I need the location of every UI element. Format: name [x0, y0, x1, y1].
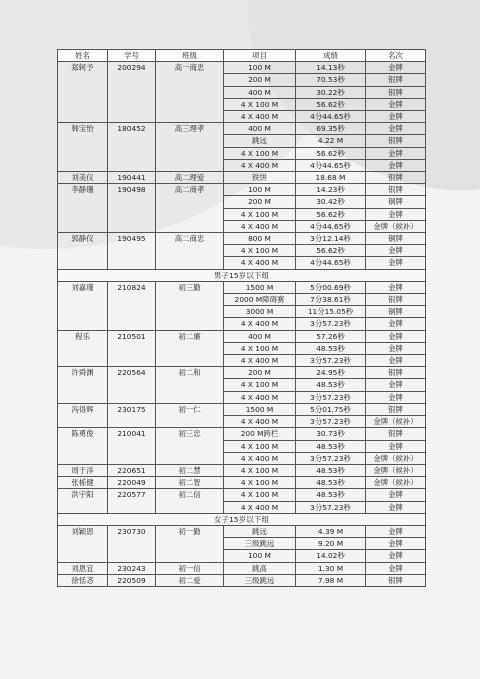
- score-cell: 3分57.23秒: [296, 355, 366, 367]
- document-page: [54, 0, 428, 679]
- event-cell: 4 X 100 M: [224, 489, 296, 501]
- class-name: 高一商忠: [156, 62, 224, 123]
- section-row: [58, 513, 426, 525]
- event-cell: 800 M: [224, 233, 296, 245]
- event-cell: 三级跳远: [224, 538, 296, 550]
- score-cell: 48.53秒: [296, 379, 366, 391]
- rank-cell: 金牌: [366, 501, 426, 513]
- rank-cell: 金牌: [366, 208, 426, 220]
- class-name: 初三忠: [156, 428, 224, 465]
- class-name: 高三理孝: [156, 123, 224, 172]
- rank-cell: 金牌: [366, 440, 426, 452]
- rank-cell: 金牌: [366, 489, 426, 501]
- score-cell: 3分57.23秒: [296, 452, 366, 464]
- section-row: [58, 269, 426, 281]
- score-cell: 56.62秒: [296, 147, 366, 159]
- rank-cell: 银牌: [366, 574, 426, 586]
- results-table: [57, 49, 426, 587]
- rank-cell: 金牌（候补）: [366, 416, 426, 428]
- event-cell: 4 X 100 M: [224, 342, 296, 354]
- event-cell: 400 M: [224, 123, 296, 135]
- event-cell: 200 M: [224, 367, 296, 379]
- table-row: [58, 172, 426, 184]
- score-cell: 4分44.65秒: [296, 220, 366, 232]
- event-cell: 4 X 400 M: [224, 257, 296, 269]
- rank-cell: 金牌: [366, 342, 426, 354]
- rank-cell: 银牌: [366, 135, 426, 147]
- header-id: 学号: [108, 50, 156, 62]
- table-row: [58, 367, 426, 379]
- class-name: 初一信: [156, 562, 224, 574]
- score-cell: 18.68 M: [296, 172, 366, 184]
- event-cell: 100 M: [224, 62, 296, 74]
- event-cell: 4 X 100 M: [224, 208, 296, 220]
- student-id: 210501: [108, 330, 156, 367]
- table-row: [58, 428, 426, 440]
- rank-cell: 铜牌: [366, 306, 426, 318]
- rank-cell: 铜牌: [366, 196, 426, 208]
- score-cell: 5分00.69秒: [296, 281, 366, 293]
- rank-cell: 金牌: [366, 379, 426, 391]
- results-body: [58, 62, 426, 587]
- student-id: 190498: [108, 184, 156, 233]
- event-cell: 4 X 100 M: [224, 245, 296, 257]
- score-cell: 56.62秒: [296, 245, 366, 257]
- class-name: 初二和: [156, 367, 224, 404]
- event-cell: 4 X 400 M: [224, 111, 296, 123]
- score-cell: 30.73秒: [296, 428, 366, 440]
- rank-cell: 金牌（候补）: [366, 452, 426, 464]
- table-row: [58, 489, 426, 501]
- score-cell: 48.53秒: [296, 342, 366, 354]
- header-score: 成绩: [296, 50, 366, 62]
- class-name: 初二廉: [156, 330, 224, 367]
- score-cell: 5分01.75秒: [296, 403, 366, 415]
- rank-cell: 银牌: [366, 294, 426, 306]
- rank-cell: 金牌: [366, 550, 426, 562]
- student-id: 200294: [108, 62, 156, 123]
- event-cell: 200 M跨栏: [224, 428, 296, 440]
- rank-cell: 金牌: [366, 391, 426, 403]
- score-cell: 56.62秒: [296, 208, 366, 220]
- score-cell: 48.53秒: [296, 464, 366, 476]
- athlete-name: 刘美仪: [58, 172, 108, 184]
- table-row: [58, 574, 426, 586]
- rank-cell: 金牌: [366, 111, 426, 123]
- rank-cell: 银牌: [366, 428, 426, 440]
- table-row: [58, 233, 426, 245]
- score-cell: 30.22秒: [296, 86, 366, 98]
- student-id: 190441: [108, 172, 156, 184]
- athlete-name: 许舜渊: [58, 367, 108, 404]
- score-cell: 7分38.61秒: [296, 294, 366, 306]
- event-cell: 4 X 100 M: [224, 147, 296, 159]
- class-name: 高二理爱: [156, 172, 224, 184]
- rank-cell: 银牌: [366, 403, 426, 415]
- score-cell: 70.53秒: [296, 74, 366, 86]
- score-cell: 3分57.23秒: [296, 318, 366, 330]
- table-row: [58, 330, 426, 342]
- score-cell: 4分44.65秒: [296, 159, 366, 171]
- student-id: 190495: [108, 233, 156, 270]
- athlete-name: 郑轲予: [58, 62, 108, 123]
- class-name: 初一仁: [156, 403, 224, 427]
- score-cell: 14.23秒: [296, 184, 366, 196]
- table-row: [58, 62, 426, 74]
- event-cell: 跳远: [224, 135, 296, 147]
- athlete-name: 刘颖恩: [58, 525, 108, 562]
- score-cell: 24.95秒: [296, 367, 366, 379]
- rank-cell: 金牌: [366, 98, 426, 110]
- rank-cell: 金牌: [366, 538, 426, 550]
- score-cell: 9.20 M: [296, 538, 366, 550]
- score-cell: 4分44.65秒: [296, 111, 366, 123]
- event-cell: 铁饼: [224, 172, 296, 184]
- score-cell: 69.35秒: [296, 123, 366, 135]
- athlete-name: 李静珊: [58, 184, 108, 233]
- event-cell: 4 X 100 M: [224, 464, 296, 476]
- table-row: [58, 123, 426, 135]
- athlete-name: 程乐: [58, 330, 108, 367]
- score-cell: 3分57.23秒: [296, 391, 366, 403]
- score-cell: 4.22 M: [296, 135, 366, 147]
- rank-cell: 金牌（候补）: [366, 220, 426, 232]
- rank-cell: 金牌: [366, 159, 426, 171]
- event-cell: 4 X 400 M: [224, 416, 296, 428]
- table-row: [58, 281, 426, 293]
- athlete-name: 陈勇俊: [58, 428, 108, 465]
- header-event: 项目: [224, 50, 296, 62]
- event-cell: 1500 M: [224, 403, 296, 415]
- score-cell: 30.42秒: [296, 196, 366, 208]
- table-row: [58, 525, 426, 537]
- athlete-name: 徐恬忞: [58, 574, 108, 586]
- event-cell: 200 M: [224, 196, 296, 208]
- header-class: 班级: [156, 50, 224, 62]
- score-cell: 3分12.14秒: [296, 233, 366, 245]
- event-cell: 400 M: [224, 330, 296, 342]
- athlete-name: 洪宇阳: [58, 489, 108, 513]
- class-name: 初二智: [156, 477, 224, 489]
- class-name: 初三勤: [156, 281, 224, 330]
- table-row: [58, 477, 426, 489]
- class-name: 初二信: [156, 489, 224, 513]
- score-cell: 7.98 M: [296, 574, 366, 586]
- event-cell: 跳远: [224, 525, 296, 537]
- student-id: 220509: [108, 574, 156, 586]
- rank-cell: 金牌: [366, 123, 426, 135]
- student-id: 210824: [108, 281, 156, 330]
- student-id: 220564: [108, 367, 156, 404]
- event-cell: 4 X 400 M: [224, 220, 296, 232]
- event-cell: 1500 M: [224, 281, 296, 293]
- event-cell: 200 M: [224, 74, 296, 86]
- student-id: 230730: [108, 525, 156, 562]
- rank-cell: 金牌: [366, 257, 426, 269]
- class-name: 高二商忠: [156, 233, 224, 270]
- class-name: 初一勤: [156, 525, 224, 562]
- rank-cell: 银牌: [366, 74, 426, 86]
- athlete-name: 周于洋: [58, 464, 108, 476]
- class-name: 初二慧: [156, 464, 224, 476]
- score-cell: 14.13秒: [296, 62, 366, 74]
- event-cell: 跳高: [224, 562, 296, 574]
- header-row: [58, 50, 426, 62]
- score-cell: 48.53秒: [296, 440, 366, 452]
- event-cell: 4 X 400 M: [224, 355, 296, 367]
- rank-cell: 金牌: [366, 318, 426, 330]
- event-cell: 4 X 400 M: [224, 452, 296, 464]
- table-row: [58, 184, 426, 196]
- rank-cell: 金牌: [366, 62, 426, 74]
- student-id: 220577: [108, 489, 156, 513]
- event-cell: 4 X 400 M: [224, 501, 296, 513]
- rank-cell: 银牌: [366, 86, 426, 98]
- score-cell: 48.53秒: [296, 477, 366, 489]
- athlete-name: 韩宝怡: [58, 123, 108, 172]
- score-cell: 4分44.65秒: [296, 257, 366, 269]
- table-row: [58, 403, 426, 415]
- athlete-name: 刘嘉瑾: [58, 281, 108, 330]
- athlete-name: 刘恩宜: [58, 562, 108, 574]
- rank-cell: 银牌: [366, 172, 426, 184]
- event-cell: 4 X 400 M: [224, 159, 296, 171]
- score-cell: 4.39 M: [296, 525, 366, 537]
- rank-cell: 金牌: [366, 355, 426, 367]
- score-cell: 57.26秒: [296, 330, 366, 342]
- rank-cell: 金牌: [366, 245, 426, 257]
- score-cell: 48.53秒: [296, 489, 366, 501]
- event-cell: 100 M: [224, 184, 296, 196]
- section-title: 男子15岁以下组: [58, 269, 426, 281]
- event-cell: 100 M: [224, 550, 296, 562]
- event-cell: 400 M: [224, 86, 296, 98]
- score-cell: 56.62秒: [296, 98, 366, 110]
- student-id: 180452: [108, 123, 156, 172]
- rank-cell: 银牌: [366, 184, 426, 196]
- event-cell: 4 X 400 M: [224, 318, 296, 330]
- class-name: 初二爱: [156, 574, 224, 586]
- rank-cell: 银牌: [366, 367, 426, 379]
- student-id: 210041: [108, 428, 156, 465]
- rank-cell: 金牌（候补）: [366, 477, 426, 489]
- class-name: 高二商孝: [156, 184, 224, 233]
- rank-cell: 金牌: [366, 147, 426, 159]
- score-cell: 3分57.23秒: [296, 501, 366, 513]
- athlete-name: 郭静仪: [58, 233, 108, 270]
- student-id: 220651: [108, 464, 156, 476]
- event-cell: 4 X 100 M: [224, 379, 296, 391]
- event-cell: 4 X 100 M: [224, 477, 296, 489]
- rank-cell: 金牌: [366, 562, 426, 574]
- student-id: 230175: [108, 403, 156, 427]
- rank-cell: 金牌: [366, 330, 426, 342]
- table-row: [58, 562, 426, 574]
- score-cell: 14.02秒: [296, 550, 366, 562]
- rank-cell: 金牌: [366, 281, 426, 293]
- event-cell: 3000 M: [224, 306, 296, 318]
- student-id: 230243: [108, 562, 156, 574]
- student-id: 220049: [108, 477, 156, 489]
- athlete-name: 冯得辉: [58, 403, 108, 427]
- score-cell: 3分57.23秒: [296, 416, 366, 428]
- athlete-name: 张栎健: [58, 477, 108, 489]
- header-rank: 名次: [366, 50, 426, 62]
- event-cell: 三级跳远: [224, 574, 296, 586]
- score-cell: 11分15.05秒: [296, 306, 366, 318]
- event-cell: 4 X 400 M: [224, 391, 296, 403]
- table-row: [58, 464, 426, 476]
- event-cell: 4 X 100 M: [224, 98, 296, 110]
- rank-cell: 铜牌: [366, 233, 426, 245]
- event-cell: 2000 M障碍赛: [224, 294, 296, 306]
- score-cell: 1.30 M: [296, 562, 366, 574]
- rank-cell: 金牌: [366, 525, 426, 537]
- rank-cell: 金牌（候补）: [366, 464, 426, 476]
- event-cell: 4 X 100 M: [224, 440, 296, 452]
- header-name: 姓名: [58, 50, 108, 62]
- section-title: 女子15岁以下组: [58, 513, 426, 525]
